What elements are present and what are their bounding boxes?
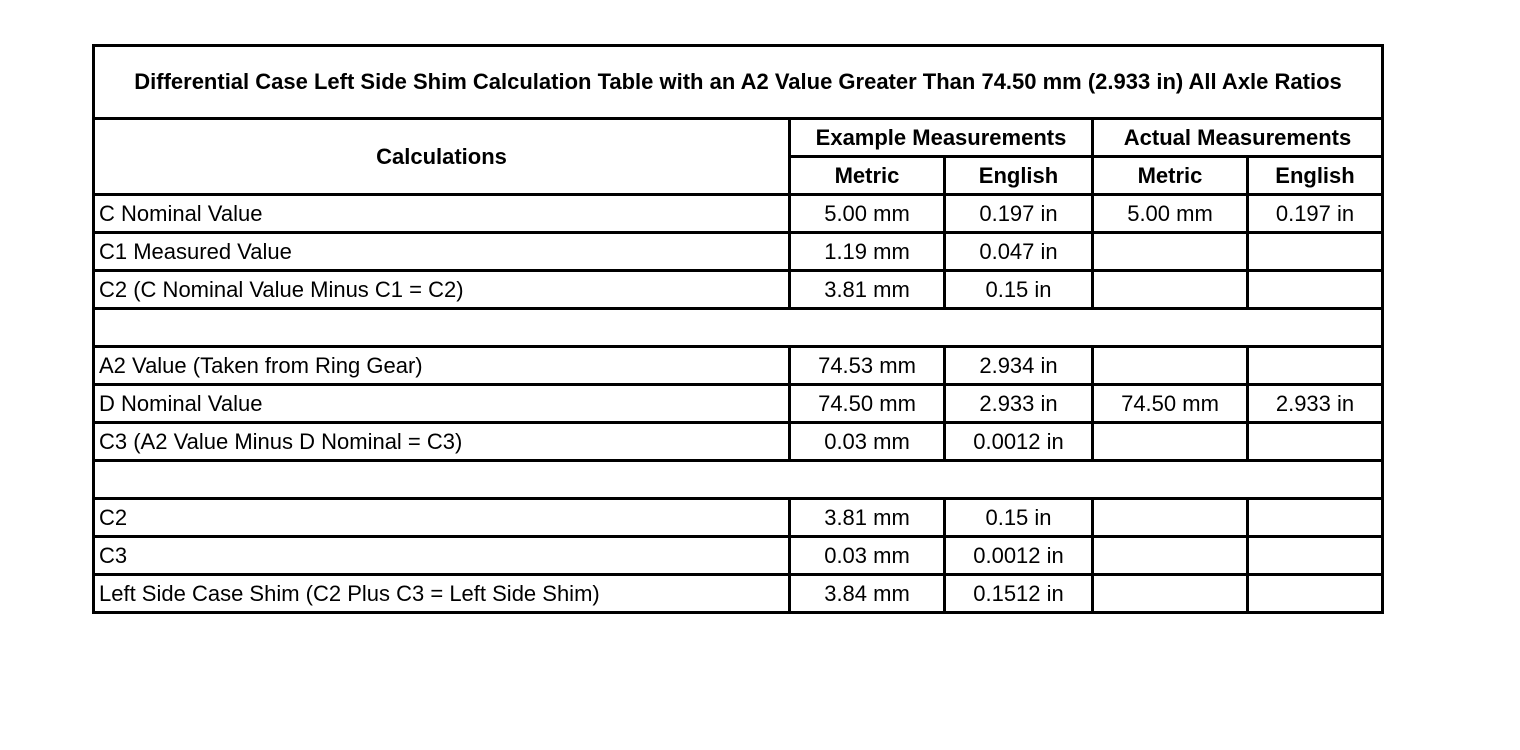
- actual-measurements-header: Actual Measurements: [1093, 119, 1383, 157]
- example-english-cell: 0.15 in: [945, 271, 1093, 309]
- actual-metric-cell: 74.50 mm: [1093, 385, 1248, 423]
- table-row: [94, 233, 1383, 271]
- actual-english-cell: 0.197 in: [1248, 195, 1383, 233]
- spacer-cell: [94, 309, 1383, 347]
- actual-english-cell: 2.933 in: [1248, 385, 1383, 423]
- table-row: [94, 347, 1383, 385]
- row-label: C2 (C Nominal Value Minus C1 = C2): [94, 271, 790, 309]
- example-metric-header: Metric: [790, 157, 945, 195]
- example-metric-cell: 5.00 mm: [790, 195, 945, 233]
- actual-english-cell[interactable]: [1248, 233, 1383, 271]
- row-label: A2 Value (Taken from Ring Gear): [94, 347, 790, 385]
- example-english-cell: 0.197 in: [945, 195, 1093, 233]
- actual-metric-cell[interactable]: [1093, 537, 1248, 575]
- actual-english-cell[interactable]: [1248, 423, 1383, 461]
- actual-english-cell[interactable]: [1248, 537, 1383, 575]
- example-metric-cell: 3.84 mm: [790, 575, 945, 613]
- row-label: C3 (A2 Value Minus D Nominal = C3): [94, 423, 790, 461]
- example-metric-cell: 74.53 mm: [790, 347, 945, 385]
- table-row: [94, 499, 1383, 537]
- table-row: [94, 537, 1383, 575]
- actual-english-cell[interactable]: [1248, 271, 1383, 309]
- actual-metric-cell[interactable]: [1093, 271, 1248, 309]
- table-title: Differential Case Left Side Shim Calculation Table with an A2 Value Greater Than 74.50 mm (2.933 in) All Axle Ratios: [94, 46, 1383, 119]
- actual-metric-cell: 5.00 mm: [1093, 195, 1248, 233]
- actual-metric-cell[interactable]: [1093, 233, 1248, 271]
- example-metric-cell: 3.81 mm: [790, 499, 945, 537]
- spacer-cell: [94, 461, 1383, 499]
- example-english-cell: 2.934 in: [945, 347, 1093, 385]
- actual-metric-header: Metric: [1093, 157, 1248, 195]
- example-english-cell: 2.933 in: [945, 385, 1093, 423]
- row-label: C3: [94, 537, 790, 575]
- actual-metric-cell[interactable]: [1093, 423, 1248, 461]
- table-row: [94, 423, 1383, 461]
- table-row: [94, 271, 1383, 309]
- example-english-header: English: [945, 157, 1093, 195]
- table-row: [94, 385, 1383, 423]
- calculations-header: Calculations: [94, 119, 790, 195]
- example-english-cell: 0.047 in: [945, 233, 1093, 271]
- example-metric-cell: 0.03 mm: [790, 423, 945, 461]
- example-measurements-header: Example Measurements: [790, 119, 1093, 157]
- example-metric-cell: 74.50 mm: [790, 385, 945, 423]
- actual-metric-cell[interactable]: [1093, 499, 1248, 537]
- actual-english-cell[interactable]: [1248, 575, 1383, 613]
- spacer-row: [94, 309, 1383, 347]
- row-label: C Nominal Value: [94, 195, 790, 233]
- example-english-cell: 0.0012 in: [945, 537, 1093, 575]
- example-metric-cell: 0.03 mm: [790, 537, 945, 575]
- example-english-cell: 0.0012 in: [945, 423, 1093, 461]
- example-metric-cell: 3.81 mm: [790, 271, 945, 309]
- actual-metric-cell[interactable]: [1093, 347, 1248, 385]
- spacer-row: [94, 461, 1383, 499]
- actual-english-header: English: [1248, 157, 1383, 195]
- row-label: C2: [94, 499, 790, 537]
- example-metric-cell: 1.19 mm: [790, 233, 945, 271]
- table-row: [94, 195, 1383, 233]
- title-row: [94, 46, 1383, 119]
- row-label: D Nominal Value: [94, 385, 790, 423]
- row-label: Left Side Case Shim (C2 Plus C3 = Left Side Shim): [94, 575, 790, 613]
- example-english-cell: 0.1512 in: [945, 575, 1093, 613]
- actual-english-cell[interactable]: [1248, 347, 1383, 385]
- example-english-cell: 0.15 in: [945, 499, 1093, 537]
- row-label: C1 Measured Value: [94, 233, 790, 271]
- shim-calculation-table: [92, 44, 1384, 614]
- group-header-row: [94, 119, 1383, 157]
- table-row: [94, 575, 1383, 613]
- actual-english-cell[interactable]: [1248, 499, 1383, 537]
- actual-metric-cell[interactable]: [1093, 575, 1248, 613]
